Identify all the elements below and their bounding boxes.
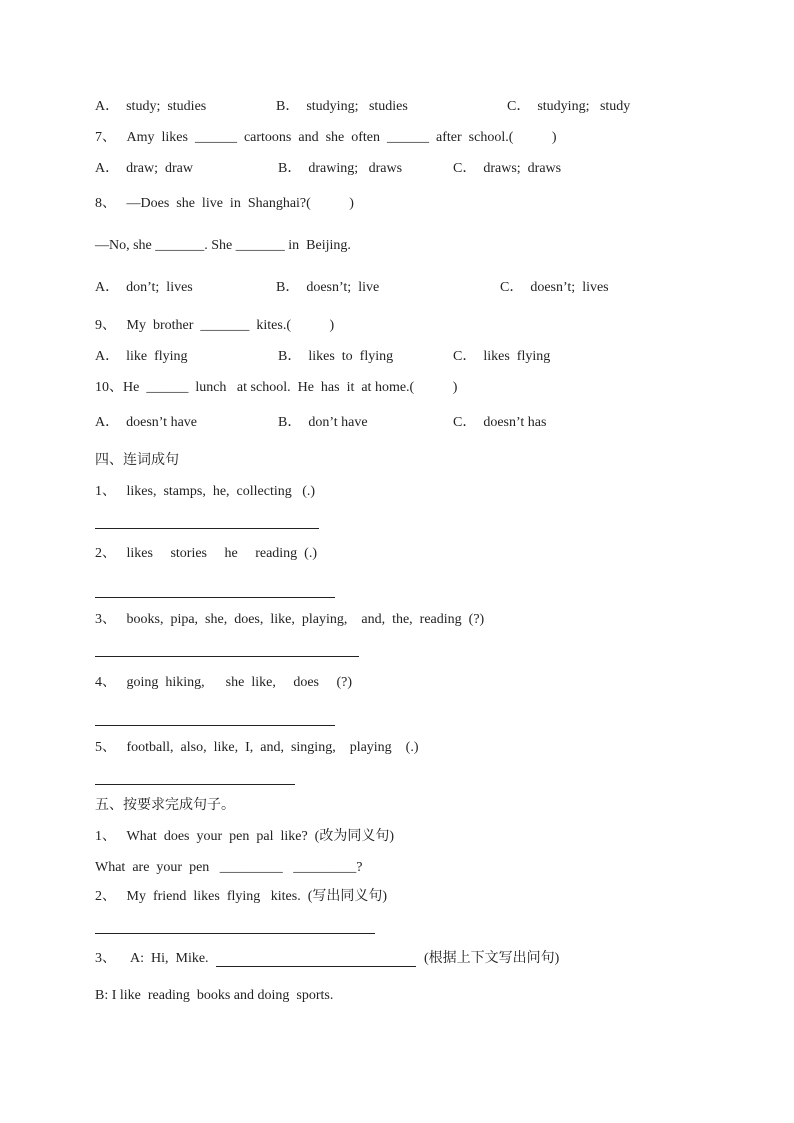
q10-option-a: A． doesn’t have xyxy=(95,415,197,430)
section-5-item-3-prefix: 3、 A: Hi, Mike. xyxy=(95,951,209,966)
section-5-item-3-b: B: I like reading books and doing sports. xyxy=(95,988,334,1003)
answer-line-4-1[interactable] xyxy=(95,528,319,529)
q6-option-a: A． study; studies xyxy=(95,99,207,114)
q6-option-b: B． studying; studies xyxy=(276,99,408,114)
q7-option-b: B． drawing; draws xyxy=(278,161,403,176)
section-4-title: 四、连词成句 xyxy=(95,452,179,468)
q8-stem: 8、 —Does she live in Shanghai?( ) xyxy=(95,196,354,211)
q10-stem: 10、He ______ lunch at school. He has it at home.( ) xyxy=(95,380,458,395)
section-5-item-2: 2、 My friend likes flying kites. (写出同义句) xyxy=(95,889,388,904)
answer-line-4-5[interactable] xyxy=(95,784,295,785)
q7-stem: 7、 Amy likes ______ cartoons and she often ______ after school.( ) xyxy=(95,130,557,145)
section-5-item-3-suffix: (根据上下文写出问句) xyxy=(424,951,560,966)
section-4-item-4: 4、 going hiking, she like, does (?) xyxy=(95,675,353,690)
answer-line-5-3[interactable] xyxy=(216,966,416,967)
q9-stem: 9、 My brother _______ kites.( ) xyxy=(95,318,335,333)
q9-option-b: B． likes to flying xyxy=(278,349,394,364)
q8-line2: —No, she _______. She _______ in Beijing. xyxy=(95,238,351,253)
q8-option-b: B． doesn’t; live xyxy=(276,280,380,295)
q7-option-a: A． draw; draw xyxy=(95,161,193,176)
section-4-item-1: 1、 likes, stamps, he, collecting (.) xyxy=(95,484,316,499)
answer-line-5-2[interactable] xyxy=(95,933,375,934)
section-5-title: 五、按要求完成句子。 xyxy=(95,797,235,813)
answer-line-4-4[interactable] xyxy=(95,725,335,726)
section-5-item-1: 1、 What does your pen pal like? (改为同义句) xyxy=(95,829,394,844)
q9-option-a: A． like flying xyxy=(95,349,188,364)
q10-option-c: C． doesn’t has xyxy=(453,415,547,430)
q7-option-c: C． draws; draws xyxy=(453,161,562,176)
section-4-item-3: 3、 books, pipa, she, does, like, playing, and, the, reading (?) xyxy=(95,612,485,627)
q6-option-c: C． studying; study xyxy=(507,99,631,114)
q8-option-a: A． don’t; lives xyxy=(95,280,193,295)
q10-option-b: B． don’t have xyxy=(278,415,368,430)
answer-line-4-2[interactable] xyxy=(95,597,335,598)
answer-line-4-3[interactable] xyxy=(95,656,359,657)
section-4-item-5: 5、 football, also, like, I, and, singing, playing (.) xyxy=(95,740,419,755)
section-5-item-1-answer: What are your pen _________ _________? xyxy=(95,860,363,875)
q9-option-c: C． likes flying xyxy=(453,349,551,364)
q8-option-c: C． doesn’t; lives xyxy=(500,280,609,295)
section-4-item-2: 2、 likes stories he reading (.) xyxy=(95,546,318,561)
